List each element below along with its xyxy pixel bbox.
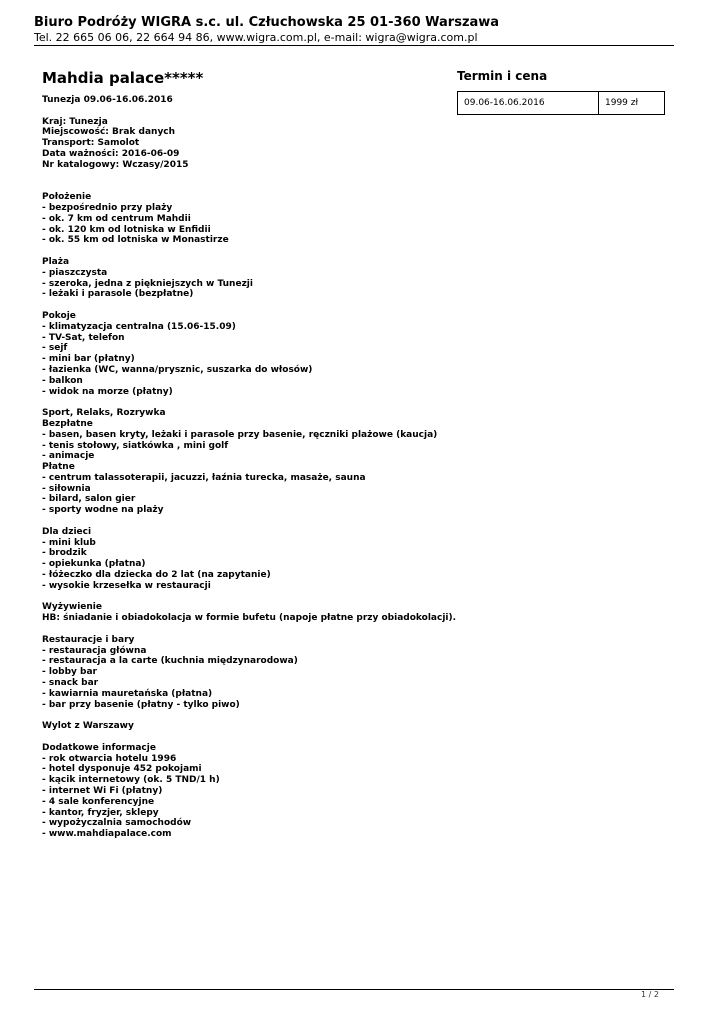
description-line: Dla dzieci — [42, 526, 92, 537]
blank-line — [42, 732, 442, 743]
description-line: - kącik internetowy (ok. 5 TND/1 h) — [42, 775, 220, 786]
price-cell: 1999 zł — [599, 92, 665, 115]
description-line: - basen, basen kryty, leżaki i parasole przy basenie, ręczniki plażowe (kaucja) — [42, 429, 438, 440]
footer-divider — [34, 989, 674, 990]
company-name: Biuro Podróży WIGRA s.c. ul. Człuchowska 25 01-360 Warszawa — [34, 15, 500, 30]
description-line: - internet Wi Fi (płatny) — [42, 786, 163, 796]
price-table — [457, 91, 665, 115]
description-line: - bilard, salon gier — [42, 494, 136, 505]
price-heading: Termin i cena — [457, 69, 548, 83]
description-line: - łóżeczko dla dziecka do 2 lat (na zapytanie) — [42, 570, 271, 581]
blank-line — [42, 710, 442, 721]
offer-description — [42, 95, 457, 840]
description-line: - kawiarnia mauretańska (płatna) — [42, 688, 213, 699]
description-line: Kraj: Tunezja — [42, 116, 108, 127]
description-line: Plaża — [42, 256, 70, 267]
description-line: Wylot z Warszawy — [42, 721, 134, 732]
description-line: Restauracje i bary — [42, 634, 135, 645]
description-line: - tenis stołowy, siatkówka , mini golf — [42, 440, 229, 451]
description-line: - wysokie krzesełka w restauracji — [42, 580, 211, 591]
description-line: - ok. 7 km od centrum Mahdii — [42, 213, 191, 224]
description-line: Data ważności: 2016-06-09 — [42, 148, 180, 159]
description-line: - brodzik — [42, 548, 87, 559]
blank-line — [42, 181, 442, 192]
description-line: Pokoje — [42, 310, 76, 321]
description-line: - siłownia — [42, 483, 91, 494]
description-line: Bezpłatne — [42, 418, 93, 429]
description-line: - rok otwarcia hotelu 1996 — [42, 753, 177, 764]
description-line: - piaszczysta — [42, 267, 108, 278]
blank-line — [42, 516, 442, 527]
description-line: - centrum talassoterapii, jacuzzi, łaźnia turecka, masaże, sauna — [42, 472, 366, 483]
description-line: - sejf — [42, 343, 68, 354]
description-line: - bezpośrednio przy plaży — [42, 202, 173, 213]
blank-line — [42, 171, 442, 182]
description-line: - mini bar (płatny) — [42, 354, 135, 365]
description-line: Transport: Samolot — [42, 138, 140, 149]
description-line: - restauracja główna — [42, 645, 147, 656]
company-contact: Tel. 22 665 06 06, 22 664 94 86, www.wigra.com.pl, e-mail: wigra@wigra.com.pl — [34, 31, 478, 44]
price-row — [458, 92, 665, 115]
blank-line — [42, 246, 442, 257]
page-header — [34, 14, 674, 45]
description-line: - wypożyczalnia samochodów — [42, 818, 192, 829]
page-number: 1 / 2 — [641, 990, 659, 999]
blank-line — [42, 624, 442, 635]
description-line: - www.mahdiapalace.com — [42, 829, 172, 840]
term-date-cell: 09.06-16.06.2016 — [458, 92, 599, 115]
description-line: - opiekunka (płatna) — [42, 559, 146, 570]
description-line: - łazienka (WC, wanna/prysznic, suszarka do włosów) — [42, 364, 313, 375]
description-line: Dodatkowe informacje — [42, 742, 156, 753]
description-line: - ok. 120 km od lotniska w Enfidii — [42, 224, 211, 235]
blank-line — [42, 592, 442, 603]
description-line: - ok. 55 km od lotniska w Monastirze — [42, 235, 229, 246]
description-line: Tunezja 09.06-16.06.2016 — [42, 95, 173, 105]
description-line: Położenie — [42, 192, 92, 203]
description-line: - klimatyzacja centralna (15.06-15.09) — [42, 321, 236, 332]
description-line: - szeroka, jedna z piękniejszych w Tunezji — [42, 278, 253, 289]
description-line: Płatne — [42, 462, 75, 473]
description-line: HB: śniadanie i obiadokolacja w formie bufetu (napoje płatne przy obiadokolacji). — [42, 613, 457, 624]
description-line: - mini klub — [42, 537, 96, 548]
description-line: - leżaki i parasole (bezpłatne) — [42, 289, 194, 300]
description-line: - bar przy basenie (płatny - tylko piwo) — [42, 699, 240, 710]
offer-title: Mahdia palace***** — [42, 69, 204, 87]
description-line: - kantor, fryzjer, sklepy — [42, 807, 159, 818]
description-line: - lobby bar — [42, 667, 97, 678]
description-line: Wyżywienie — [42, 602, 102, 613]
blank-line — [42, 106, 442, 117]
description-line: - balkon — [42, 375, 83, 386]
blank-line — [42, 300, 442, 311]
description-line: - sporty wodne na plaży — [42, 505, 164, 516]
blank-line — [42, 397, 442, 408]
description-line: Miejscowość: Brak danych — [42, 127, 176, 138]
description-line: - animacje — [42, 451, 95, 462]
header-divider — [34, 45, 674, 46]
description-line: - hotel dysponuje 452 pokojami — [42, 764, 202, 775]
description-line: - snack bar — [42, 678, 99, 689]
description-line: - restauracja a la carte (kuchnia międzynarodowa) — [42, 656, 298, 667]
description-line: - widok na morze (płatny) — [42, 386, 173, 397]
description-line: - 4 sale konferencyjne — [42, 796, 155, 807]
description-line: Nr katalogowy: Wczasy/2015 — [42, 159, 189, 170]
description-line: - TV-Sat, telefon — [42, 332, 125, 343]
description-line: Sport, Relaks, Rozrywka — [42, 408, 166, 419]
